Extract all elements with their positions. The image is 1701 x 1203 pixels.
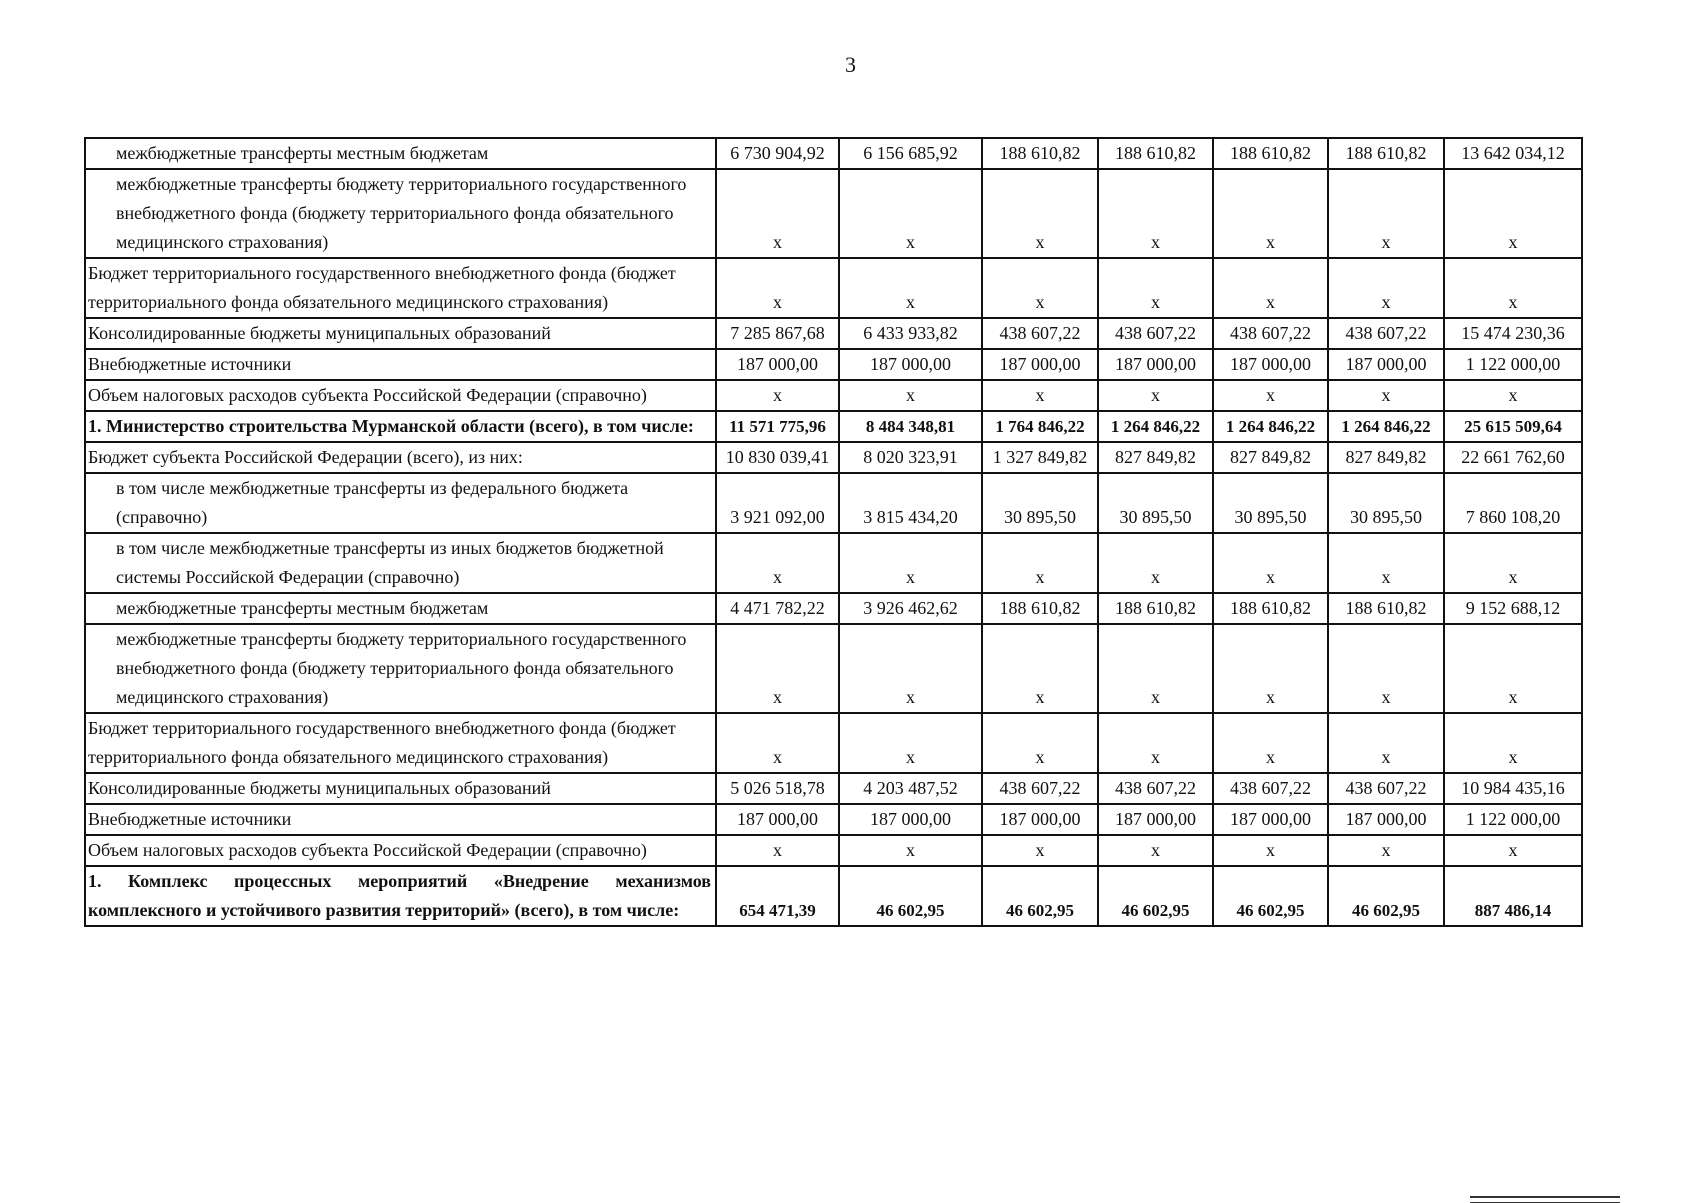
value-cell: 1 122 000,00 bbox=[1444, 349, 1582, 380]
value-cell: x bbox=[1098, 169, 1213, 258]
value-cell: x bbox=[716, 624, 839, 713]
value-cell: 15 474 230,36 bbox=[1444, 318, 1582, 349]
value-cell: x bbox=[982, 835, 1098, 866]
value-cell: x bbox=[839, 835, 982, 866]
table-row bbox=[85, 593, 1582, 624]
value-cell: 654 471,39 bbox=[716, 866, 839, 926]
value-cell: 4 203 487,52 bbox=[839, 773, 982, 804]
value-cell: x bbox=[1328, 258, 1444, 318]
value-cell: 188 610,82 bbox=[1328, 593, 1444, 624]
row-label: Объем налоговых расходов субъекта Российской Федерации (справочно) bbox=[85, 835, 716, 866]
value-cell: x bbox=[1098, 624, 1213, 713]
table-row bbox=[85, 835, 1582, 866]
value-cell: 438 607,22 bbox=[1213, 773, 1328, 804]
value-cell: 187 000,00 bbox=[1328, 349, 1444, 380]
value-cell: x bbox=[716, 835, 839, 866]
value-cell: 10 984 435,16 bbox=[1444, 773, 1582, 804]
table-row bbox=[85, 258, 1582, 318]
value-cell: x bbox=[1444, 835, 1582, 866]
value-cell: x bbox=[1328, 169, 1444, 258]
page-number: 3 bbox=[845, 52, 856, 77]
value-cell: x bbox=[839, 533, 982, 593]
value-cell: 6 156 685,92 bbox=[839, 138, 982, 169]
value-cell: x bbox=[1328, 624, 1444, 713]
value-cell: 1 327 849,82 bbox=[982, 442, 1098, 473]
value-cell: 187 000,00 bbox=[982, 804, 1098, 835]
row-label: Внебюджетные источники bbox=[85, 349, 716, 380]
value-cell: x bbox=[839, 713, 982, 773]
value-cell: x bbox=[1213, 533, 1328, 593]
value-cell: x bbox=[716, 713, 839, 773]
value-cell: 188 610,82 bbox=[1213, 138, 1328, 169]
value-cell: x bbox=[839, 258, 982, 318]
value-cell: x bbox=[1098, 835, 1213, 866]
value-cell: 187 000,00 bbox=[716, 804, 839, 835]
value-cell: 6 433 933,82 bbox=[839, 318, 982, 349]
row-label: Бюджет субъекта Российской Федерации (всего), из них: bbox=[85, 442, 716, 473]
value-cell: 187 000,00 bbox=[716, 349, 839, 380]
value-cell: 9 152 688,12 bbox=[1444, 593, 1582, 624]
table-row bbox=[85, 411, 1582, 442]
table-row bbox=[85, 138, 1582, 169]
row-label: Внебюджетные источники bbox=[85, 804, 716, 835]
value-cell: 827 849,82 bbox=[1098, 442, 1213, 473]
value-cell: x bbox=[1213, 258, 1328, 318]
value-cell: x bbox=[1444, 169, 1582, 258]
table-row bbox=[85, 473, 1582, 533]
value-cell: x bbox=[1328, 533, 1444, 593]
value-cell: 7 860 108,20 bbox=[1444, 473, 1582, 533]
value-cell: 46 602,95 bbox=[1098, 866, 1213, 926]
budget-table bbox=[84, 137, 1583, 927]
value-cell: 188 610,82 bbox=[982, 593, 1098, 624]
table-row bbox=[85, 866, 1582, 926]
value-cell: x bbox=[839, 624, 982, 713]
value-cell: 438 607,22 bbox=[1328, 318, 1444, 349]
value-cell: 1 122 000,00 bbox=[1444, 804, 1582, 835]
value-cell: 46 602,95 bbox=[1213, 866, 1328, 926]
row-label: межбюджетные трансферты местным бюджетам bbox=[85, 138, 716, 169]
value-cell: x bbox=[1213, 169, 1328, 258]
value-cell: 3 921 092,00 bbox=[716, 473, 839, 533]
value-cell: 438 607,22 bbox=[1098, 773, 1213, 804]
row-label: 1. Министерство строительства Мурманской области (всего), в том числе: bbox=[85, 411, 716, 442]
table-row bbox=[85, 442, 1582, 473]
value-cell: 187 000,00 bbox=[1098, 349, 1213, 380]
table-row bbox=[85, 533, 1582, 593]
value-cell: 3 815 434,20 bbox=[839, 473, 982, 533]
value-cell: 438 607,22 bbox=[1213, 318, 1328, 349]
value-cell: x bbox=[1213, 380, 1328, 411]
value-cell: x bbox=[1213, 835, 1328, 866]
value-cell: x bbox=[1444, 258, 1582, 318]
value-cell: 188 610,82 bbox=[982, 138, 1098, 169]
value-cell: 187 000,00 bbox=[1098, 804, 1213, 835]
row-label: Бюджет территориального государственного внебюджетного фонда (бюджет территориального фонда обязательного медицинского страхования) bbox=[85, 258, 716, 318]
value-cell: 30 895,50 bbox=[1098, 473, 1213, 533]
value-cell: x bbox=[1098, 533, 1213, 593]
value-cell: x bbox=[1444, 380, 1582, 411]
value-cell: 46 602,95 bbox=[839, 866, 982, 926]
value-cell: 188 610,82 bbox=[1328, 138, 1444, 169]
value-cell: x bbox=[716, 533, 839, 593]
value-cell: 438 607,22 bbox=[1328, 773, 1444, 804]
row-label: Бюджет территориального государственного внебюджетного фонда (бюджет территориального фонда обязательного медицинского страхования) bbox=[85, 713, 716, 773]
value-cell: x bbox=[982, 533, 1098, 593]
value-cell: 438 607,22 bbox=[1098, 318, 1213, 349]
table-row bbox=[85, 318, 1582, 349]
value-cell: x bbox=[1328, 713, 1444, 773]
value-cell: 46 602,95 bbox=[1328, 866, 1444, 926]
table-row bbox=[85, 804, 1582, 835]
value-cell: x bbox=[1444, 624, 1582, 713]
row-label: межбюджетные трансферты бюджету территориального государственного внебюджетного фонда (бюджету территориального фонда обязательного медицинского страхования) bbox=[85, 169, 716, 258]
row-label: межбюджетные трансферты местным бюджетам bbox=[85, 593, 716, 624]
value-cell: 187 000,00 bbox=[982, 349, 1098, 380]
value-cell: x bbox=[982, 624, 1098, 713]
value-cell: x bbox=[1444, 713, 1582, 773]
value-cell: 1 264 846,22 bbox=[1328, 411, 1444, 442]
value-cell: x bbox=[982, 169, 1098, 258]
value-cell: x bbox=[839, 169, 982, 258]
value-cell: x bbox=[716, 380, 839, 411]
value-cell: x bbox=[1328, 835, 1444, 866]
value-cell: 8 020 323,91 bbox=[839, 442, 982, 473]
value-cell: 46 602,95 bbox=[982, 866, 1098, 926]
value-cell: 1 264 846,22 bbox=[1213, 411, 1328, 442]
table-row bbox=[85, 380, 1582, 411]
value-cell: 187 000,00 bbox=[839, 349, 982, 380]
value-cell: 187 000,00 bbox=[1213, 804, 1328, 835]
value-cell: x bbox=[982, 258, 1098, 318]
value-cell: x bbox=[1213, 624, 1328, 713]
value-cell: 3 926 462,62 bbox=[839, 593, 982, 624]
value-cell: x bbox=[716, 258, 839, 318]
value-cell: 30 895,50 bbox=[982, 473, 1098, 533]
value-cell: 188 610,82 bbox=[1098, 138, 1213, 169]
value-cell: 827 849,82 bbox=[1213, 442, 1328, 473]
row-label: в том числе межбюджетные трансферты из иных бюджетов бюджетной системы Российской Федерации (справочно) bbox=[85, 533, 716, 593]
value-cell: 187 000,00 bbox=[839, 804, 982, 835]
value-cell: 7 285 867,68 bbox=[716, 318, 839, 349]
value-cell: x bbox=[1098, 380, 1213, 411]
value-cell: 1 764 846,22 bbox=[982, 411, 1098, 442]
row-label: 1. Комплекс процессных мероприятий «Внедрение механизмов комплексного и устойчивого развития территорий» (всего), в том числе: bbox=[85, 866, 716, 926]
value-cell: x bbox=[839, 380, 982, 411]
value-cell: 5 026 518,78 bbox=[716, 773, 839, 804]
table-body bbox=[85, 138, 1582, 926]
value-cell: 438 607,22 bbox=[982, 318, 1098, 349]
value-cell: 22 661 762,60 bbox=[1444, 442, 1582, 473]
value-cell: x bbox=[982, 713, 1098, 773]
value-cell: 187 000,00 bbox=[1213, 349, 1328, 380]
value-cell: 30 895,50 bbox=[1213, 473, 1328, 533]
value-cell: 188 610,82 bbox=[1098, 593, 1213, 624]
table-row bbox=[85, 349, 1582, 380]
value-cell: 8 484 348,81 bbox=[839, 411, 982, 442]
value-cell: x bbox=[1098, 713, 1213, 773]
value-cell: 438 607,22 bbox=[982, 773, 1098, 804]
value-cell: 13 642 034,12 bbox=[1444, 138, 1582, 169]
value-cell: 10 830 039,41 bbox=[716, 442, 839, 473]
value-cell: 887 486,14 bbox=[1444, 866, 1582, 926]
value-cell: 1 264 846,22 bbox=[1098, 411, 1213, 442]
row-label: Консолидированные бюджеты муниципальных образований bbox=[85, 318, 716, 349]
row-label: Объем налоговых расходов субъекта Российской Федерации (справочно) bbox=[85, 380, 716, 411]
value-cell: 11 571 775,96 bbox=[716, 411, 839, 442]
table-row bbox=[85, 624, 1582, 713]
value-cell: 187 000,00 bbox=[1328, 804, 1444, 835]
value-cell: x bbox=[1213, 713, 1328, 773]
table-row bbox=[85, 713, 1582, 773]
value-cell: 30 895,50 bbox=[1328, 473, 1444, 533]
value-cell: x bbox=[1444, 533, 1582, 593]
row-label: в том числе межбюджетные трансферты из федерального бюджета (справочно) bbox=[85, 473, 716, 533]
value-cell: x bbox=[1098, 258, 1213, 318]
value-cell: 188 610,82 bbox=[1213, 593, 1328, 624]
value-cell: x bbox=[716, 169, 839, 258]
value-cell: 25 615 509,64 bbox=[1444, 411, 1582, 442]
table-row bbox=[85, 169, 1582, 258]
value-cell: 6 730 904,92 bbox=[716, 138, 839, 169]
table-row bbox=[85, 773, 1582, 804]
row-label: межбюджетные трансферты бюджету территориального государственного внебюджетного фонда (бюджету территориального фонда обязательного медицинского страхования) bbox=[85, 624, 716, 713]
row-label: Консолидированные бюджеты муниципальных образований bbox=[85, 773, 716, 804]
value-cell: x bbox=[982, 380, 1098, 411]
value-cell: 4 471 782,22 bbox=[716, 593, 839, 624]
value-cell: 827 849,82 bbox=[1328, 442, 1444, 473]
value-cell: x bbox=[1328, 380, 1444, 411]
